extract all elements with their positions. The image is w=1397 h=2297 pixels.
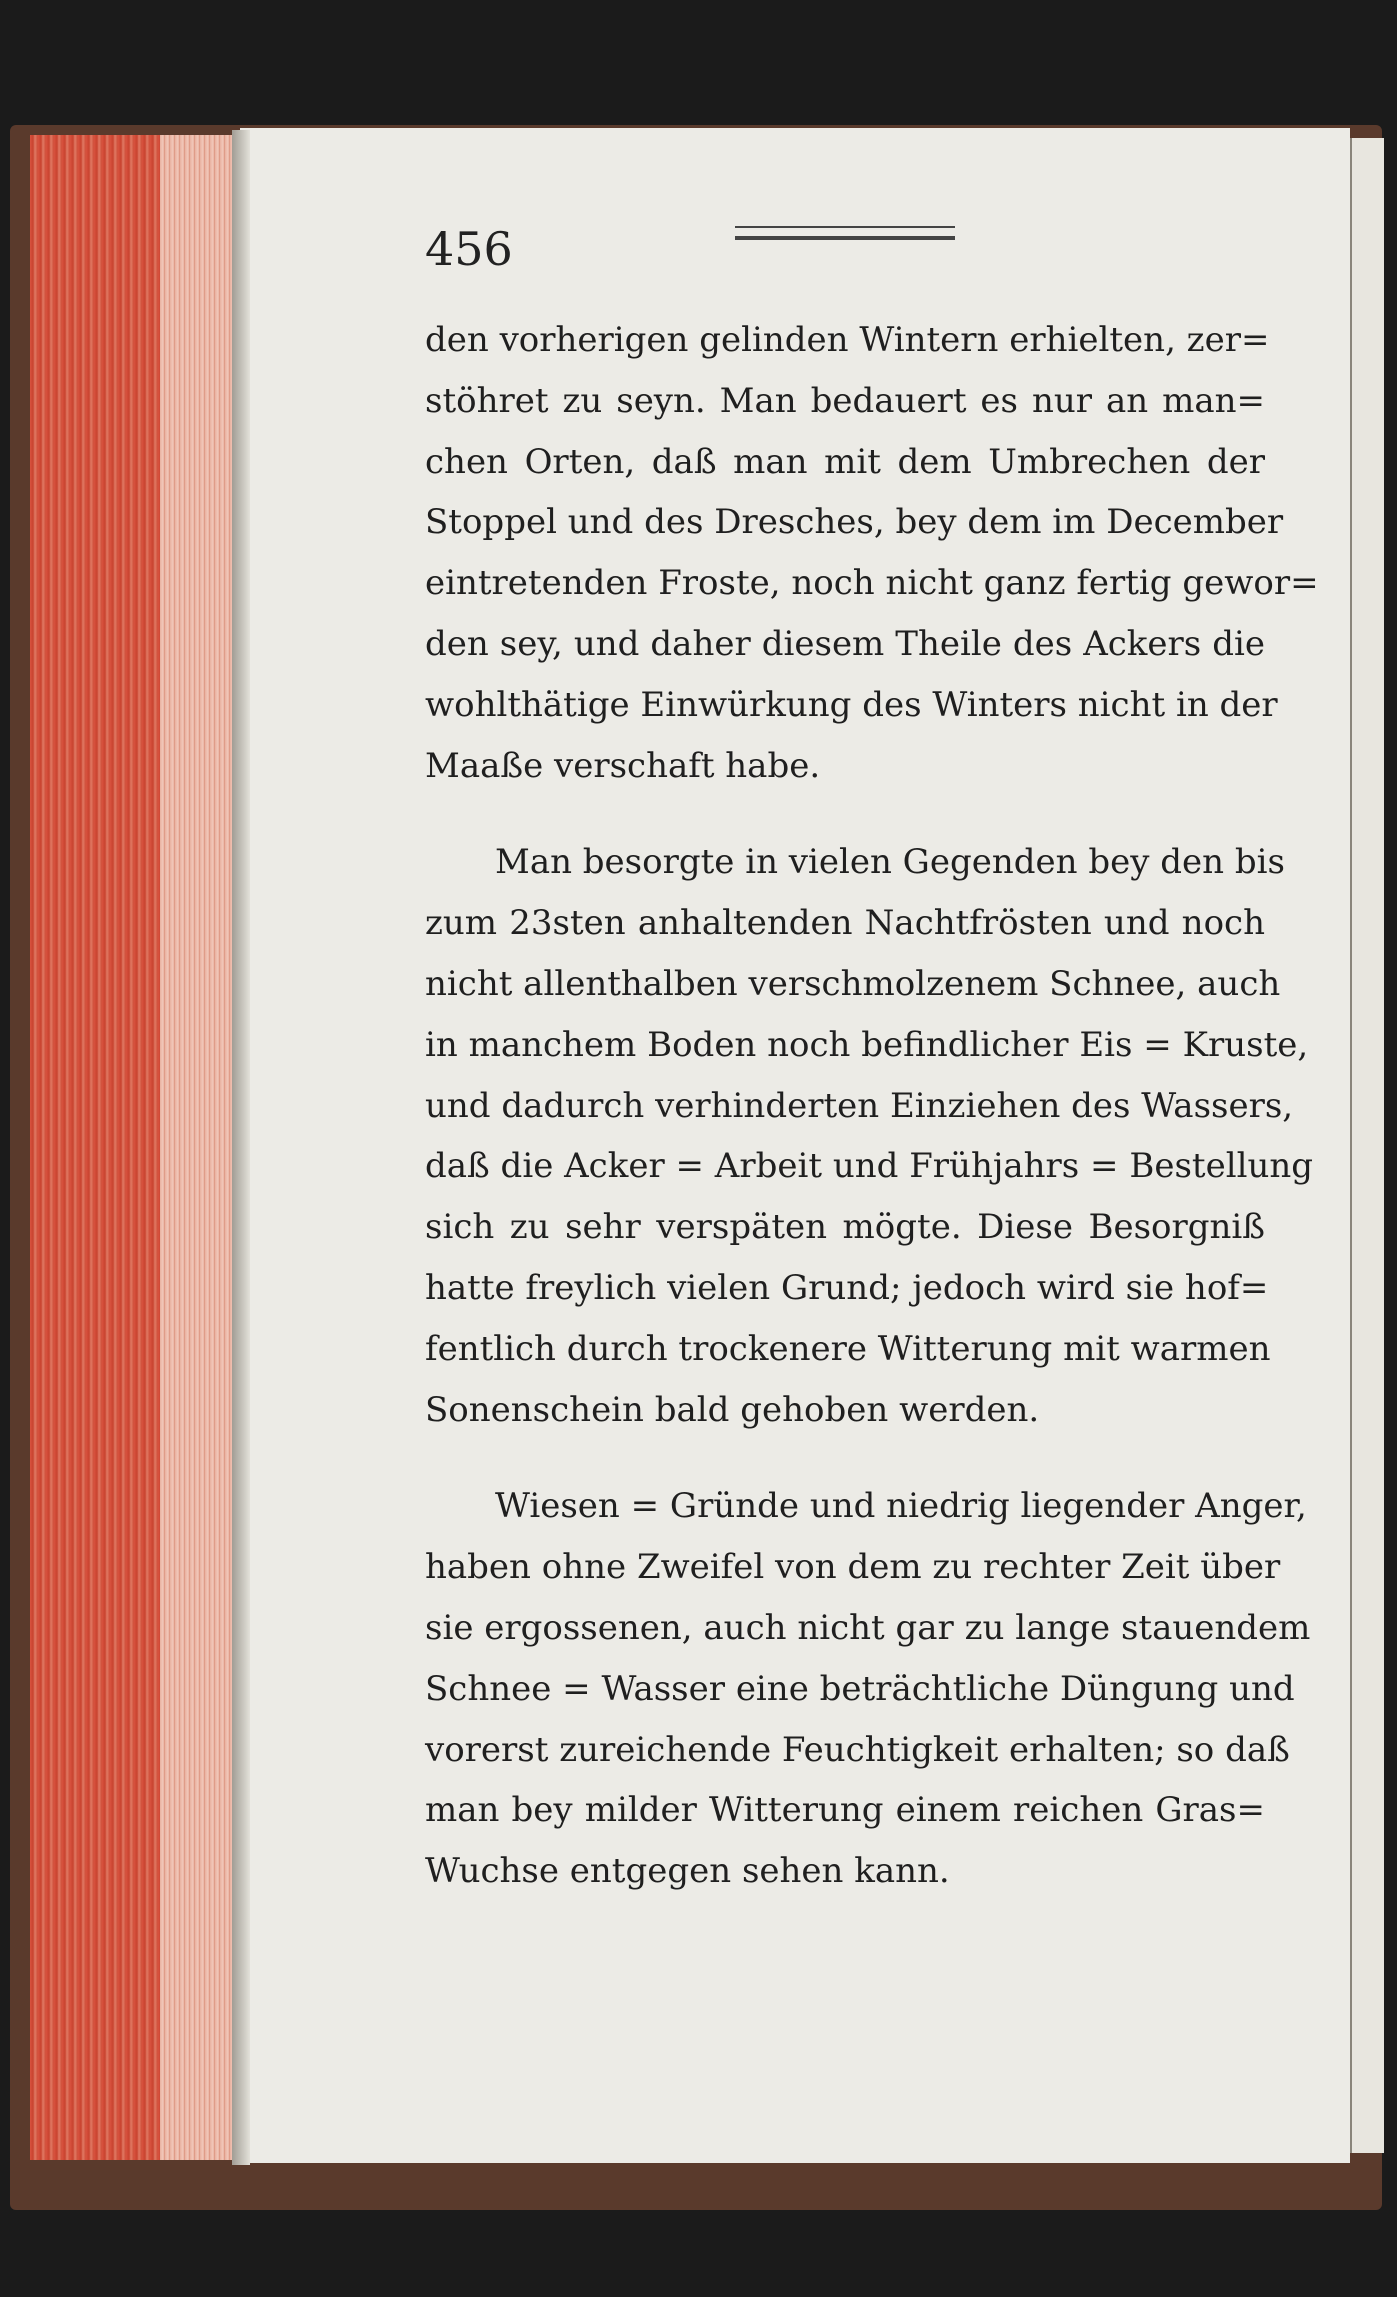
paragraph-2 [425,832,1314,1440]
text-line: und dadurch verhinderten Einziehen des Wassers, [425,1085,1294,1126]
text-line: haben ohne Zweifel von dem zu rechter Zeit über [425,1547,1281,1588]
text-line: vorerst zureichende Feuchtigkeit erhalten; so daß [425,1729,1290,1770]
text-line: in manchem Boden noch befindlicher Eis = Kruste, [425,1024,1309,1065]
facing-page-edge [1350,138,1384,2153]
text-line: Schnee = Wasser eine beträchtliche Düngung und [425,1668,1295,1709]
text-line: Wuchse entgegen sehen kann. [425,1851,950,1892]
text-line: den sey, und daher diesem Theile des Ackers die [425,623,1265,664]
body-text [425,310,1319,1938]
text-line: stöhret zu seyn. Man bedauert es nur an man= [425,380,1265,421]
text-line: Wiesen = Gründe und niedrig liegender Anger, [495,1486,1307,1527]
text-line: Stoppel und des Dresches, bey dem im December [425,502,1284,543]
text-line: den vorherigen gelinden Wintern erhielten, zer= [425,320,1270,360]
text-line: hatte freylich vielen Grund; jedoch wird sie hof= [425,1267,1269,1308]
paragraph-3 [425,1476,1311,1902]
page-edges-inner [160,135,240,2160]
text-line: chen Orten, daß man mit dem Umbrechen der [425,441,1265,482]
text-line: man bey milder Witterung einem reichen Gras= [425,1790,1265,1831]
text-line: sie ergossenen, auch nicht gar zu lange stauendem [425,1607,1311,1648]
page-number: 456 [425,222,513,276]
text-line: eintretenden Froste, noch nicht ganz fertig gewor= [425,563,1319,604]
page-header [425,222,955,282]
text-line: zum 23sten anhaltenden Nachtfrösten und noch [425,903,1265,944]
text-line: sich zu sehr verspäten mögte. Diese Besorgniß [425,1207,1265,1248]
text-line: daß die Acker = Arbeit und Frühjahrs = Bestellung [425,1146,1314,1187]
paragraph-1 [425,310,1319,796]
text-line: wohlthätige Einwürkung des Winters nicht in der [425,684,1278,725]
text-line: Maaße verschaft habe. [425,745,821,786]
text-line: fentlich durch trockenere Witterung mit warmen [425,1328,1271,1369]
page-gutter [232,130,250,2165]
header-rule [735,226,955,240]
text-line: nicht allenthalben verschmolzenem Schnee, auch [425,963,1281,1004]
text-line: Man besorgte in vielen Gegenden bey den bis [495,842,1285,883]
text-line: Sonenschein bald gehoben werden. [425,1389,1040,1430]
